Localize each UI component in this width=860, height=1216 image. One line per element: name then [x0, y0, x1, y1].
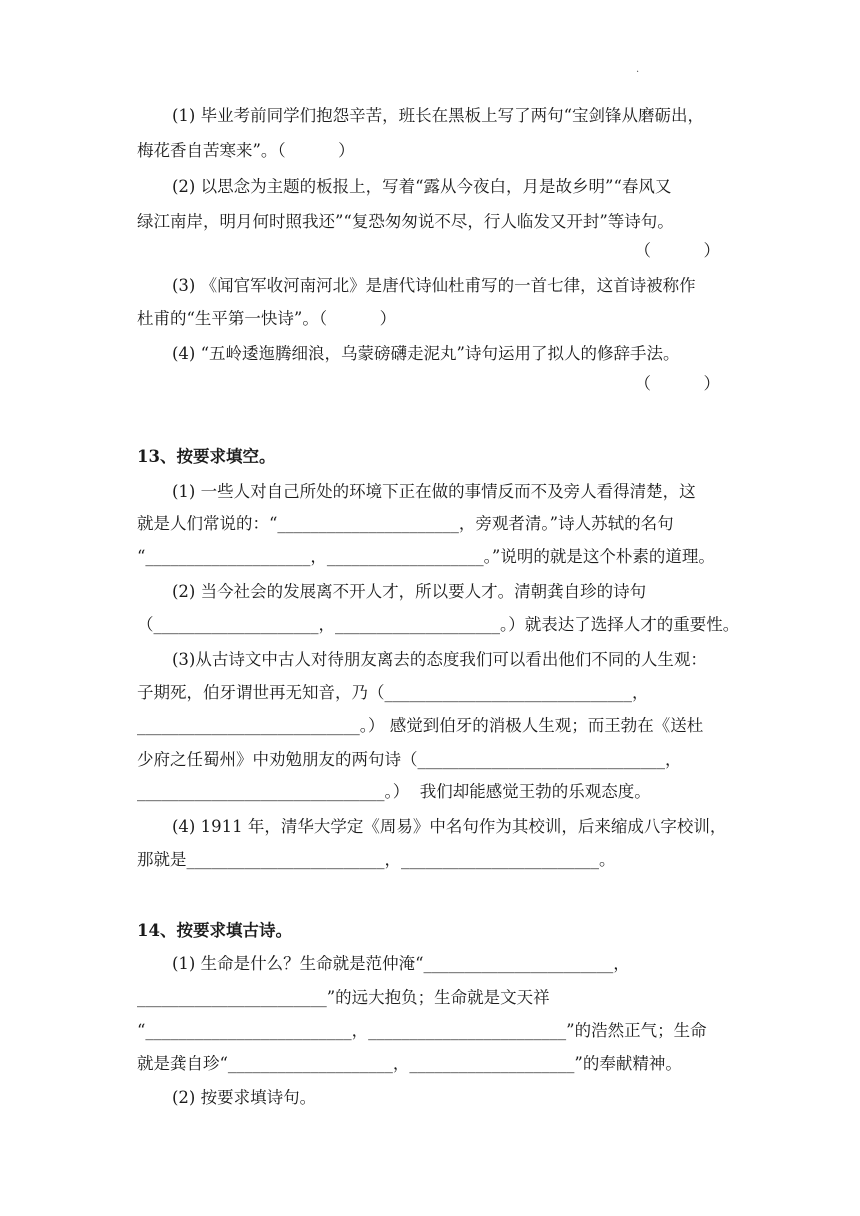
q13-item3-line4: 少府之任蜀州》中劝勉朋友的两句诗（______________________________，: [137, 750, 682, 769]
q14-item1-line4: 就是龚自珍“____________________，____________________”的奉献精神。: [137, 1054, 682, 1073]
q13-title: 13、按要求填空。: [137, 447, 276, 466]
q13-item2-line1: (2) 当今社会的发展离不开人才，所以要人才。清朝龚自珍的诗句: [172, 582, 647, 601]
q12-item4-answer-blank: （ ）: [634, 374, 720, 393]
q13-item1-line3: “____________________，___________________。”说明的就是这个朴素的道理。: [137, 547, 715, 566]
q13-item3-line5: ______________________________。） 我们却能感觉王勃的乐观态度。: [137, 782, 651, 801]
q12-item1-line1: (1) 毕业考前同学们抱怨辛苦，班长在黑板上写了两句“宝剑锋从磨砺出，: [172, 106, 705, 125]
q12-item3-line2: 杜甫的“生平第一快诗”。（ ）: [137, 309, 397, 328]
q13-item4-line1: (4) 1911 年，清华大学定《周易》中名句作为其校训，后来缩成八字校训，: [172, 817, 727, 836]
q13-item3-line1: (3)从古诗文中古人对待朋友离去的态度我们可以看出他们不同的人生观：: [172, 650, 707, 669]
q12-item3-line1: (3) 《闻官军收河南河北》是唐代诗仙杜甫写的一首七律，这首诗被称作: [172, 276, 696, 295]
q14-item2-line1: (2) 按要求填诗句。: [172, 1088, 317, 1107]
q12-item2-answer-blank: （ ）: [634, 241, 720, 260]
q12-item4-line1: (4) “五岭逶迤腾细浪，乌蒙磅礴走泥丸”诗句运用了拟人的修辞手法。: [172, 344, 680, 363]
q13-item2-line2: （____________________，____________________。）就表达了选择人才的重要性。: [137, 615, 740, 634]
q13-item3-line3: ___________________________。） 感觉到伯牙的消极人生观；而王勃在《送杜: [137, 716, 704, 735]
q12-item2-line2: 绿江南岸，明月何时照我还”“复恐匆匆说不尽，行人临发又开封”等诗句。: [137, 212, 674, 231]
q14-title: 14、按要求填古诗。: [137, 921, 292, 940]
q13-item1-line1: (1) 一些人对自己所处的环境下正在做的事情反而不及旁人看得清楚，这: [172, 482, 696, 501]
q13-item1-line2: 就是人们常说的：“______________________，旁观者清。”诗人苏轼的名句: [137, 514, 674, 533]
q14-item1-line3: “_________________________，________________________”的浩然正气；生命: [137, 1021, 707, 1040]
q12-item2-line1: (2) 以思念为主题的板报上，写着“露从今夜白，月是故乡明”“春风又: [172, 177, 672, 196]
q14-item1-line1: (1) 生命是什么？生命就是范仲淹“_______________________，: [172, 954, 630, 973]
q13-item4-line2: 那就是________________________，________________________。: [137, 850, 616, 869]
q12-item1-line2: 梅花香自苦寒来”。（ ）: [137, 141, 355, 160]
q13-item3-line2: 子期死，伯牙谓世再无知音，乃（______________________________，: [137, 683, 649, 702]
corner-mark: .: [636, 64, 640, 75]
q14-item1-line2: _______________________”的远大抱负；生命就是文天祥: [137, 988, 550, 1007]
